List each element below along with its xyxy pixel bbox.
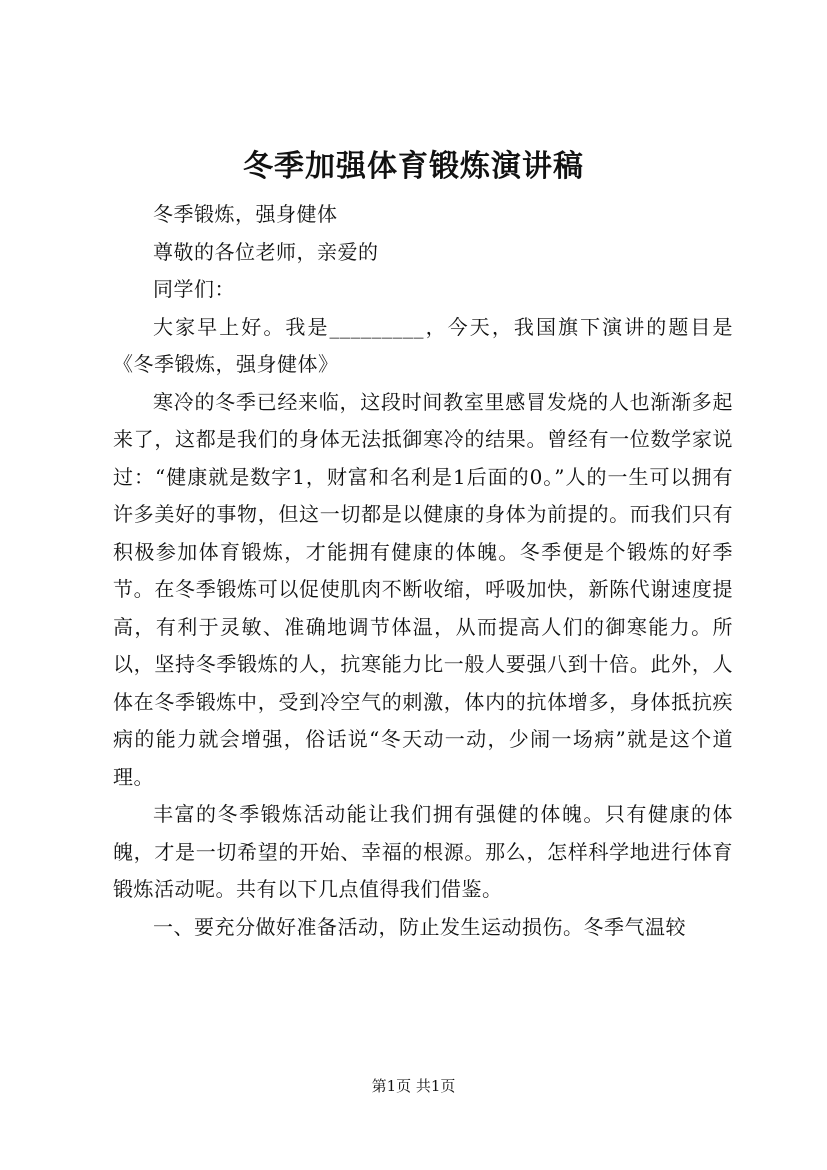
subtitle-paragraph: 冬季锻炼，强身健体 xyxy=(153,202,338,226)
greeting-continuation-paragraph: 同学们： xyxy=(153,277,235,301)
body-paragraph: 一、要充分做好准备活动，防止发生运动损伤。冬季气温较 xyxy=(153,914,686,939)
greeting-paragraph: 尊敬的各位老师，亲爱的 xyxy=(153,239,379,264)
body-paragraph: 丰富的冬季锻炼活动能让我们拥有强健的体魄。只有健康的体魄，才是一切希望的开始、幸福的根源。那么，怎样科学地进行体育锻炼活动呢。共有以下几点值得我们借鉴。 xyxy=(113,802,733,901)
intro-paragraph: 大家早上好。我是_________，今天，我国旗下演讲的题目是《冬季锻炼，强身健体》 xyxy=(113,314,733,376)
body-paragraph: 寒冷的冬季已经来临，这段时间教室里感冒发烧的人也渐渐多起来了，这都是我们的身体无法抵御寒冷的结果。曾经有一位数学家说过：“健康就是数字1，财富和名利是1后面的0。”人的一生可以拥有许多美好的事物，但这一切都是以健康的身体为前提的。而我们只有积极参加体育锻炼，才能拥有健康的体魄。冬季便是个锻炼的好季节。在冬季锻炼可以促使肌肉不断收缩，呼吸加快，新陈代谢速度提高，有利于灵敏、准确地调节体温，从而提高人们的御寒能力。所以，坚持冬季锻炼的人，抗寒能力比一般人要强八到十倍。此外，人体在冬季锻炼中，受到冷空气的刺激，体内的抗体增多，身体抵抗疾病的能力就会增强，俗话说“冬天动一动，少闹一场病”就是这个道理。 xyxy=(113,389,733,789)
document-body xyxy=(113,196,733,946)
document-title: 冬季加强体育锻炼演讲稿 xyxy=(243,149,584,184)
page-footer: 第1页 共1页 xyxy=(371,1077,456,1095)
